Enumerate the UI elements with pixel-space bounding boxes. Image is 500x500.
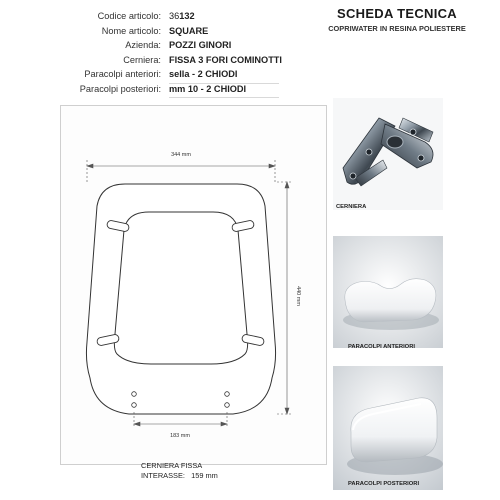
height-dimension-line (277, 182, 293, 414)
front-bumper-photo-caption: PARACOLPI ANTERIORI (348, 344, 415, 350)
width-dimension-label: 344 mm (171, 152, 191, 158)
hinge-photo-icon (333, 98, 443, 210)
hinge-caption: CERNIERA FISSA INTERASSE: 159 mm (141, 461, 218, 480)
page-subtitle: COPRIWATER IN RESINA POLIESTERE (328, 24, 466, 33)
spec-label: Paracolpi posteriori: (79, 83, 161, 94)
title-block (302, 6, 492, 33)
spec-value: mm 10 - 2 CHIODI (169, 82, 308, 99)
spec-value: SQUARE (169, 25, 209, 36)
spec-row-company (8, 38, 308, 53)
seat-drawing (61, 106, 326, 464)
spec-value: FISSA 3 FORI COMINOTTI (169, 54, 282, 65)
spec-row-front-bumpers (8, 67, 308, 82)
spec-row-hinge (8, 53, 308, 68)
spec-label: Azienda: (125, 40, 161, 50)
spec-value: 36132 (169, 11, 195, 21)
seat-opening-outline (114, 212, 247, 364)
spec-row-rear-bumpers (8, 82, 308, 97)
rear-bumper-photo-icon (333, 366, 443, 490)
spec-value: POZZI GINORI (169, 40, 232, 50)
hinge-photo-caption: CERNIERA (336, 204, 367, 210)
spec-row-name (8, 24, 308, 39)
spec-row-code (8, 9, 308, 24)
technical-drawing-panel (60, 105, 327, 465)
spec-label: Nome articolo: (101, 25, 161, 36)
front-bumper-photo-icon (333, 236, 443, 348)
hinge-dimension-label: 183 mm (170, 433, 190, 439)
spec-label: Codice articolo: (97, 11, 161, 21)
spec-table (8, 9, 308, 96)
spec-value: sella - 2 CHIODI (169, 67, 308, 84)
rear-bumper-photo-caption: PARACOLPI POSTERIORI (348, 481, 420, 487)
spec-label: Cerniera: (123, 54, 161, 65)
spec-label: Paracolpi anteriori: (84, 69, 161, 79)
height-dimension-label: 440 mm (295, 286, 301, 306)
width-dimension-line (87, 160, 275, 184)
page-title: SCHEDA TECNICA (336, 6, 457, 21)
